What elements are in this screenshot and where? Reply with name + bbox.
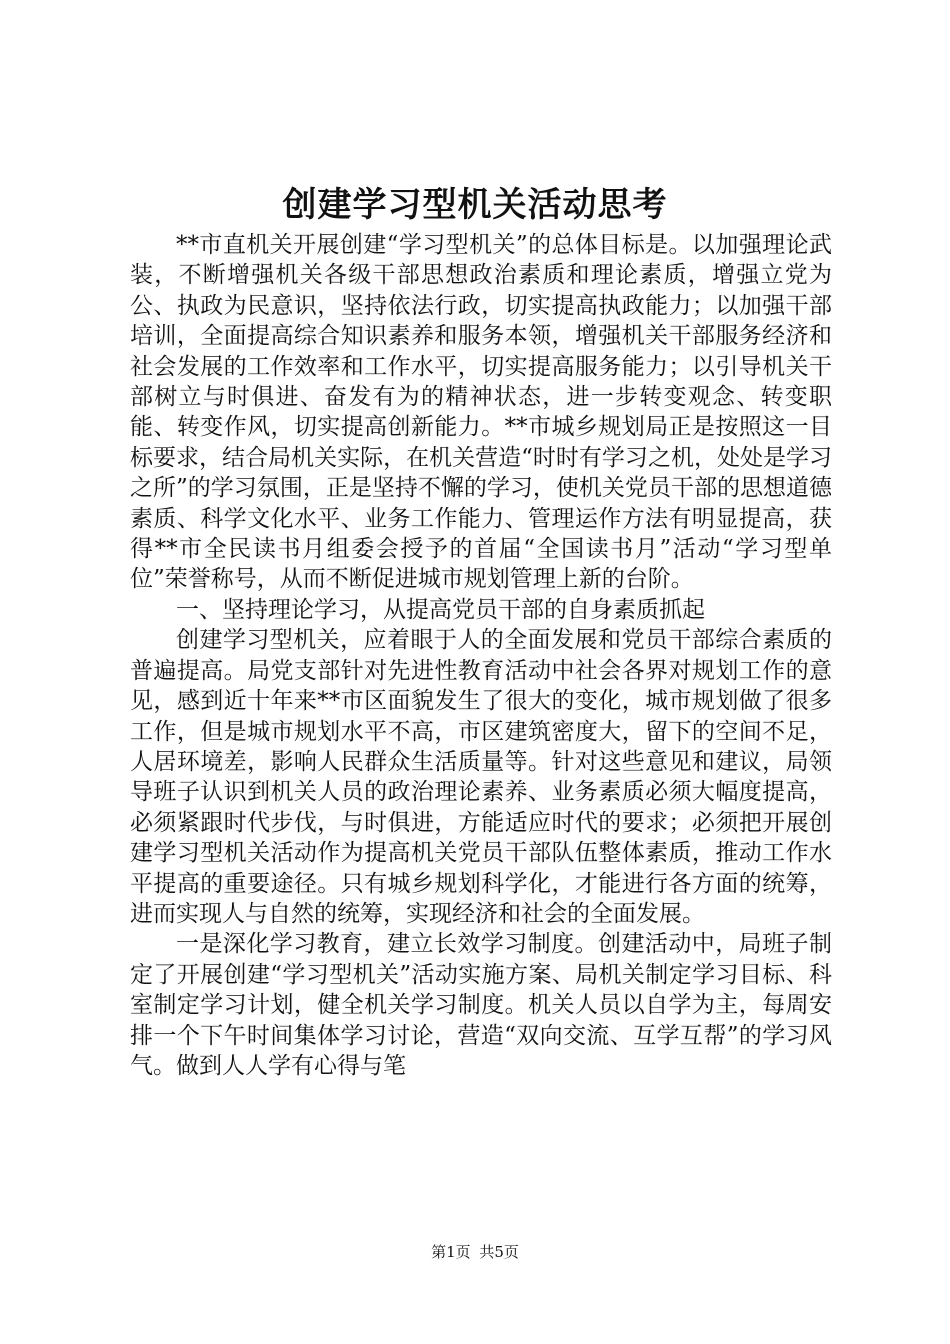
- page-footer: [0, 1242, 950, 1262]
- paragraph-point-1: 一是深化学习教育，建立长效学习制度。创建活动中，局班子制定了开展创建“学习型机关”活动实施方案、局机关制定学习目标、科室制定学习计划，健全机关学习制度。机关人员以自学为主，每周安排一个下午时间集体学习讨论，营造“双向交流、互学互帮”的学习风气。做到人人学有心得与笔: [130, 931, 832, 1079]
- page-number: 第1页: [431, 1243, 471, 1261]
- paragraph-section-1: 创建学习型机关，应着眼于人的全面发展和党员干部综合素质的普遍提高。局党支部针对先进性教育活动中社会各界对规划工作的意见，感到近十年来**市区面貌发生了很大的变化，城市规划做了很多工作，但是城市规划水平不高，市区建筑密度大，留下的空间不足，人居环境差，影响人民群众生活质量等。针对这些意见和建议，局领导班子认识到机关人员的政治理论素养、业务素质必须大幅度提高，必须紧跟时代步伐，与时俱进，方能适应时代的要求；必须把开展创建学习型机关活动作为提高机关党员干部队伍整体素质，推动工作水平提高的重要途径。只有城乡规划科学化，才能进行各方面的统筹，进而实现人与自然的统筹，实现经济和社会的全面发展。: [130, 627, 832, 927]
- page-total: 共5页: [479, 1243, 519, 1261]
- section-heading-1: 一、坚持理论学习，从提高党员干部的自身素质抓起: [176, 596, 705, 623]
- document-title: 创建学习型机关活动思考: [282, 185, 668, 225]
- document-body: [130, 230, 832, 1081]
- paragraph-intro: **市直机关开展创建“学习型机关”的总体目标是。以加强理论武装，不断增强机关各级干部思想政治素质和理论素质，增强立党为公、执政为民意识，坚持依法行政，切实提高执政能力；以加强干部培训，全面提高综合知识素养和服务本领，增强机关干部服务经济和社会发展的工作效率和工作水平，切实提高服务能力；以引导机关干部树立与时俱进、奋发有为的精神状态，进一步转变观念、转变职能、转变作风，切实提高创新能力。**市城乡规划局正是按照这一目标要求，结合局机关实际，在机关营造“时时有学习之机，处处是学习之所”的学习氛围，正是坚持不懈的学习，使机关党员干部的思想道德素质、科学文化水平、业务工作能力、管理运作方法有明显提高，获得**市全民读书月组委会授予的首届“全国读书月”活动“学习型单位”荣誉称号，从而不断促进城市规划管理上新的台阶。: [130, 232, 832, 593]
